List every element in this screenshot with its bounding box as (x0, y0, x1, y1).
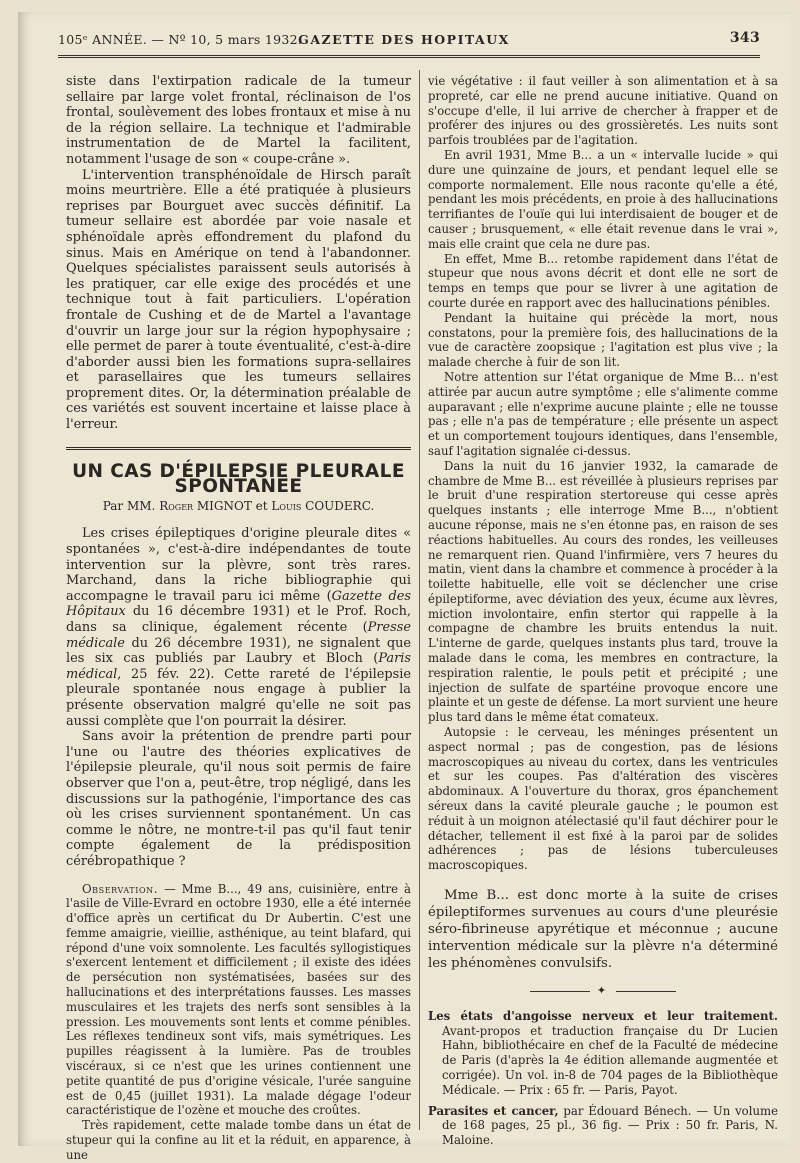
page-number: 343 (729, 30, 760, 46)
intro-paragraph-1: siste dans l'extirpation radicale de la tumeur sellaire par large volet frontal, réclinaison de l'os frontal, soulèvement des lobes frontaux et mise à nu de la région sellaire. La technique et l'admirable instrumentation de de Martel la facilitent, notamment l'usage de son « coupe-crâne ». (66, 74, 411, 167)
observation-continued: Très rapidement, cette malade tombe dans un état de stupeur qui la confine au lit et la réduit, en apparence, à une (66, 1118, 411, 1162)
observation-label: Observation. (82, 881, 159, 896)
bibliography (428, 1009, 778, 1148)
right-paragraph-2: En avril 1931, Mme B... a un « intervalle lucide » qui dure une quinzaine de jours, et pendant lequel elle se comporte normalement. Elle nous raconte qu'elle a été, pendant les mois précédents, en proie à des hallucinations terrifiantes de l'ouïe qui lui interdisaient de bouger et de causer ; brusquement, « elle était revenue dans le vrai », mais elle craint que cela ne dure pas. (428, 147, 778, 251)
biblio-title-1: Les états d'angoisse nerveux et leur traitement. (428, 1008, 778, 1023)
article-authors (66, 499, 411, 515)
authors-join: et (255, 498, 268, 513)
header-rule (58, 55, 760, 58)
journal-title: GAZETTE DES HOPITAUX (298, 32, 510, 47)
biblio-title-2: Parasites et cancer, (428, 1103, 559, 1118)
newspaper-page (18, 12, 790, 1162)
right-column (428, 74, 778, 1154)
article-paragraph-2: Sans avoir la prétention de prendre parti pour l'une ou l'autre des théories explicatives de l'épilepsie pleurale, qu'il nous soit permis de faire observer que l'on a, peut-être, trop négligé, dans les discussions sur la pathogénie, l'importance des cas où les crises surviennent spontanément. Un cas comme le nôtre, ne montre-t-il pas qu'il faut tenir compte également de la prédisposition cérébropathique ? (66, 729, 411, 869)
section-rule (66, 447, 411, 450)
article-title: UN CAS D'ÉPILEPSIE PLEURALE SPONTANÉE (72, 460, 405, 498)
reference-paris-medical: Paris médical (66, 651, 411, 682)
reference-presse: Presse médicale (66, 620, 411, 651)
author-2: Louis COUDERC. (271, 498, 375, 513)
biblio-entry-1: Les états d'angoisse nerveux et leur traitement. Avant-propos et traduction française du Dr Lucien Hahn, bibliothécaire en chef de la Faculté de médecine de Paris (d'après la 4e édition allemande augmentée et corrigée). Un vol. in-8 de 704 pages de la Bibliothèque Médicale. — Prix : 65 fr. — Paris, Payot. (428, 1008, 778, 1097)
column-divider (419, 70, 420, 1130)
observation-paragraph: Observation. — Mme B..., 49 ans, cuisinière, entre à l'asile de Ville-Evrard en octobre 1930, elle a été internée d'office après un certificat du Dr Aubertin. C'est une femme amaigrie, vieillie, asthénique, au teint blafard, qui répond d'une voix somnolente. Les facultés syllogistiques s'exercent lentement et difficilement ; il existe des idées de persécution non systématisées, basées sur des hallucinations et des interprétations fausses. Les masses musculaires et les trajets des nerfs sont sensibles à la pression. Les mouvements sont lents et comme pénibles. Les réflexes tendineux sont vifs, mais symétriques. Les pupilles réagissent à la lumière. Pas de troubles viscéraux, si ce n'est que les urines contiennent une petite quantité de pus d'origine vésicale, l'urée sanguine est de 0,45 (juillet 1931). La malade dégage l'odeur caractéristique de l'ozène et mouche des croûtes. (66, 881, 411, 1118)
article-paragraph-1: Les crises épileptiques d'origine pleurale dites « spontanées », c'est-à-dire indépendantes de toute intervention sur la plèvre, sont très rares. Marchand, dans la riche bibliographie qui accompagne le travail paru ici même (Gazette des Hôpitaux du 16 décembre 1931) et le Prof. Roch, dans sa clinique, également récente (Presse médicale du 26 décembre 1931), ne signalent que les six cas publiés par Laubry et Bloch (Paris médical, 25 fév. 22). Cette rareté de l'épilepsie pleurale spontanée nous engage à publier la présente observation malgré qu'elle ne soit pas aussi complète que l'on pourrait la désirer. (66, 526, 411, 729)
right-paragraph-4: Pendant la huitaine qui précède la mort, nous constatons, pour la première fois, des hallucinations de la vue de caractère zoopsique ; l'agitation est plus vive ; la malade cherche à fuir de son lit. (428, 310, 778, 370)
right-paragraph-5: Notre attention sur l'état organique de Mme B... n'est attirée par aucun autre symptôme ; elle s'alimente comme auparavant ; elle n'exprime aucune plainte ; elle ne tousse pas ; elle n'a pas de température ; elle présente un aspect et un comportement toujours identiques, dans l'ensemble, sauf l'agitation signalée ci-dessus. (428, 369, 778, 458)
authors-prefix: Par MM. (102, 498, 156, 513)
left-column (66, 74, 411, 1163)
right-paragraph-6: Dans la nuit du 16 janvier 1932, la camarade de chambre de Mme B... est réveillée à plusieurs reprises par le bruit d'une respiration stertoreuse qui cesse après quelques instants ; elle interroge Mme B..., n'obtient aucune réponse, mais ne s'en étonne pas, en raison de ses réactions habituelles. Au cours des rondes, les veilleuses ne remarquent rien. Quand l'infirmière, vers 7 heures du matin, vient dans la chambre et commence à procéder à la toilette habituelle, elle voit se déclencher une crise épileptiforme, avec déviation des yeux, écume aux lèvres, miction involontaire, enfin stertor qui rappelle à la compagne de chambre les bruits entendus la nuit. L'interne de garde, quelques instants plus tard, trouve la malade dans le coma, les membres en contracture, la respiration ralentie, le pouls petit et précipité ; une injection de sulfate de spartéine provoque encore une plainte et un geste de défense. La mort survient une heure plus tard dans le même état comateux. (428, 458, 778, 725)
page-header (48, 30, 760, 50)
right-paragraph-1: vie végétative : il faut veiller à son alimentation et à sa propreté, car elle ne prend aucune initiative. Quand on s'occupe d'elle, il lui arrive de chercher à frapper et de proférer des injures ou des grossièretés. Les nuits sont parfois troublées par de l'agitation. (428, 74, 778, 148)
section-separator: ✦ (428, 984, 778, 999)
intro-paragraph-2: L'intervention transphénoïdale de Hirsch paraît moins meurtrière. Elle a été pratiquée à plusieurs reprises par Bourguet avec succès définitif. La tumeur sellaire est abordée par voie nasale et sphénoïdale après effondrement du plafond du sinus. Mais en Amérique on tend à l'abandonner. Quelques spécialistes paraissent seuls autorisés à les pratiquer, car elle exige des procédés et une technique tout à fait particuliers. L'opération frontale de Cushing et de de Martel a l'avantage d'ouvrir un large jour sur la région hypophysaire ; elle permet de parer à toute éventualité, c'est-à-dire d'aborder aussi bien les formations supra-sellaires et parasellaires que les tumeurs sellaires proprement dites. Or, la détermination préalable de ces variétés est souvent incertaine et laisse place à l'erreur. (66, 167, 411, 433)
issue-info: 105ᵉ ANNÉE. — Nº 10, 5 mars 1932. (58, 32, 303, 47)
right-paragraph-3: En effet, Mme B... retombe rapidement dans l'état de stupeur que nous avons décrit et dont elle ne sort de temps en temps que pour se livrer à une agitation de courte durée en rapport avec des hallucinations pénibles. (428, 251, 778, 310)
author-1: Roger MIGNOT (159, 498, 252, 513)
reference-gazette: Gazette des Hôpitaux (66, 588, 411, 620)
biblio-entry-2: Parasites et cancer, par Édouard Bénech. — Un volume de 168 pages, 25 pl., 36 fig. — Prix : 50 fr. Paris, N. Maloine. (428, 1103, 778, 1148)
right-paragraph-autopsy: Autopsie : le cerveau, les méninges présentent un aspect normal ; pas de congestion, pas de lésions macroscopiques au niveau du cortex, dans les ventricules et sur les coupes. Pas d'altération des viscères abdominaux. A l'ouverture du thorax, gros épanchement séreux dans la cavité pleurale gauche ; le poumon est réduit à un moignon atélectasié qu'il faut déchirer pour le détacher, tellement il est fixé à la paroi par de solides adhérences ; pas de lésions tuberculeuses macroscopiques. (428, 725, 778, 873)
conclusion-paragraph: Mme B... est donc morte à la suite de crises épileptiformes survenues au cours d'une pleurésie séro-fibrineuse apyrétique et méconnue ; aucune intervention médicale sur la plèvre n'a déterminé les phénomènes convulsifs. (428, 888, 778, 972)
